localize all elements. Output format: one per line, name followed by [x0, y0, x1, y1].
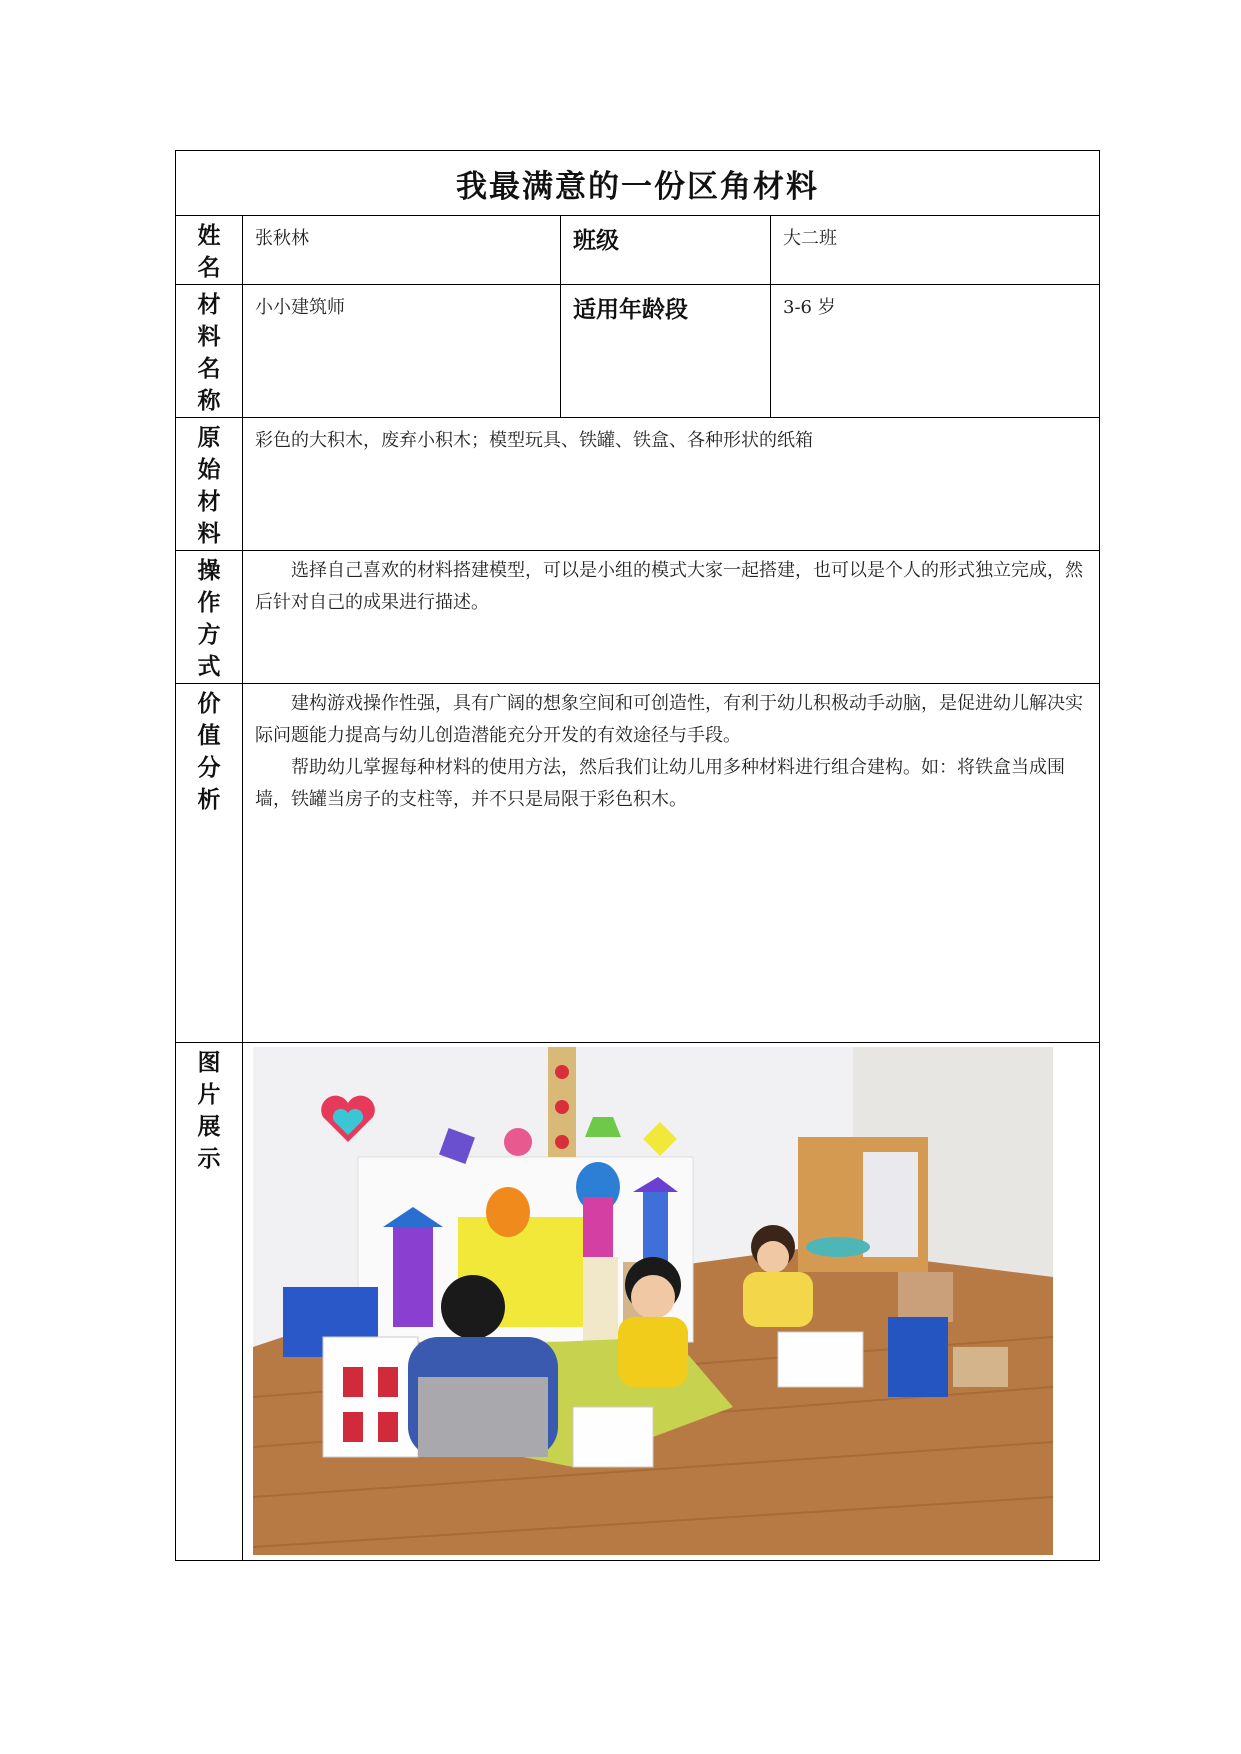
- class-value: 大二班: [771, 216, 1100, 285]
- age-range-label: 适用年龄段: [561, 285, 771, 418]
- value-analysis-paragraph-2: 帮助幼儿掌握每种材料的使用方法，然后我们让幼儿用多种材料进行组合建构。如：将铁盒当成围墙，铁罐当房子的支柱等，并不只是局限于彩色积木。: [255, 757, 1065, 810]
- age-range-value: 3-6 岁: [771, 285, 1100, 418]
- name-label: 姓 名: [176, 216, 243, 285]
- raw-material-value: 彩色的大积木，废弃小积木；模型玩具、铁罐、铁盒、各种形状的纸箱: [243, 418, 1100, 551]
- operation-label: 操 作 方 式: [176, 551, 243, 684]
- class-label: 班级: [561, 216, 771, 285]
- operation-text: 选择自己喜欢的材料搭建模型，可以是小组的模式大家一起搭建，也可以是个人的形式独立完成，然后针对自己的成果进行描述。: [255, 560, 1083, 613]
- value-analysis-value: [243, 684, 1100, 1043]
- photo-label: 图 片 展 示: [176, 1043, 243, 1561]
- operation-value: [243, 551, 1100, 684]
- name-value: 张秋林: [243, 216, 561, 285]
- classroom-photo: [253, 1047, 1053, 1555]
- value-analysis-label: 价 值 分 析: [176, 684, 243, 1043]
- raw-material-label: 原 始 材 料: [176, 418, 243, 551]
- form-title: 我最满意的一份区角材料: [176, 151, 1100, 216]
- material-form-table: [175, 150, 1100, 1561]
- material-name-label: 材 料 名 称: [176, 285, 243, 418]
- value-analysis-paragraph-1: 建构游戏操作性强，具有广阔的想象空间和可创造性，有利于幼儿积极动手动脑，是促进幼儿解决实际问题能力提高与幼儿创造潜能充分开发的有效途径与手段。: [255, 693, 1083, 746]
- material-name-value: 小小建筑师: [243, 285, 561, 418]
- photo-cell: [243, 1043, 1100, 1561]
